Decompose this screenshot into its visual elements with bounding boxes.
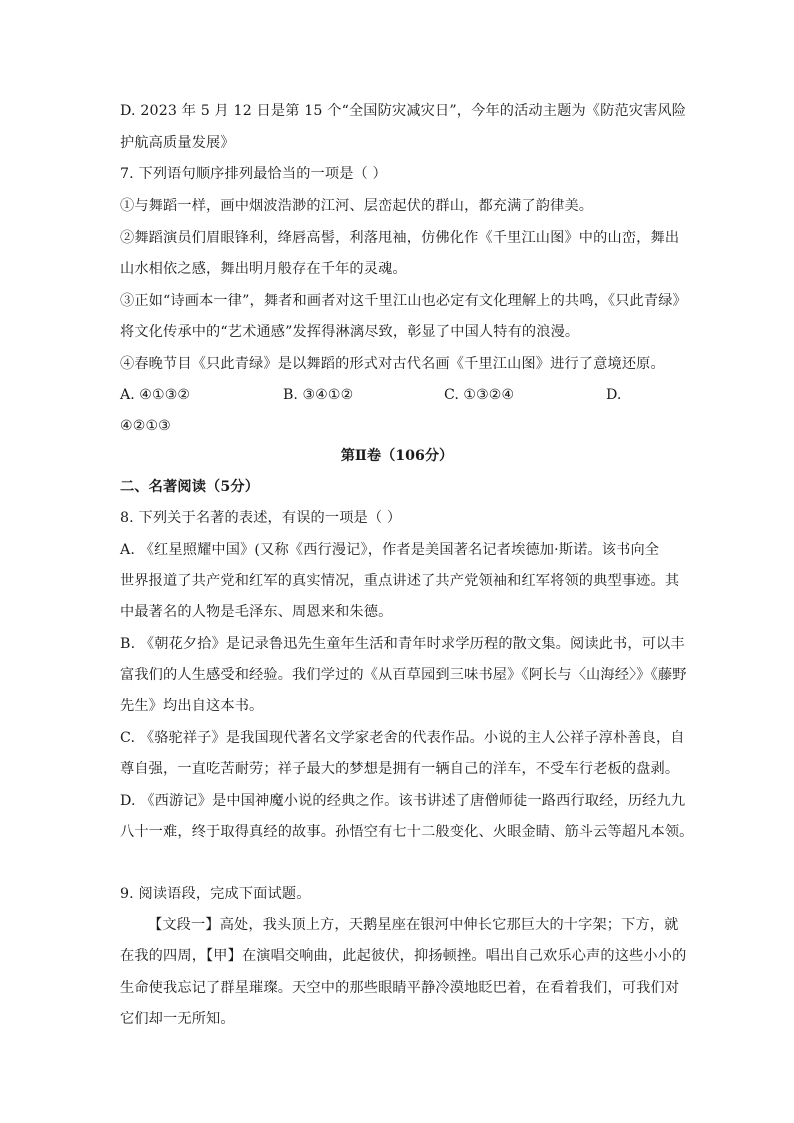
- q8-option-d-line2: 八十一难，终于取得真经的故事。孙悟空有七十二般变化、火眼金睛、筋斗云等超凡本领。: [120, 824, 694, 840]
- q8-option-a-line3: 中最著名的人物是毛泽东、周恩来和朱德。: [120, 604, 393, 620]
- q7-option-d-value: ④②①③: [120, 418, 171, 434]
- q7-sentence-2-line2: 山水相依之感，舞出明月般存在千年的灵魂。: [120, 261, 407, 277]
- q8-option-c-line2: 尊自强，一直吃苦耐劳；祥子最大的梦想是拥有一辆自己的洋车，不受车行老板的盘剥。: [120, 761, 680, 777]
- q6-option-d-line2: 护航高质量发展》: [120, 135, 235, 151]
- section-title: 第Ⅱ卷（106分）: [340, 448, 454, 464]
- q8-stem: 8. 下列关于名著的表述，有误的一项是（ ）: [120, 510, 402, 526]
- q9-passage-line3: 生命使我忘记了群星璀璨。天空中的那些眼睛平静冷漠地眨巴着，在看着我们，可我们对: [120, 980, 680, 996]
- q6-option-d-line1: D. 2023 年 5 月 12 日是第 15 个“全国防灾减灾日”，今年的活动主题为《防范灾害风险: [120, 103, 687, 119]
- q7-option-c: C. ①③②④: [444, 387, 515, 403]
- q8-option-c-line1: C. 《骆驼祥子》是我国现代著名文学家老舍的代表作品。小说的主人公祥子淳朴善良，自: [120, 730, 685, 746]
- q8-option-a-line1: A. 《红星照耀中国》(又称《西行漫记》，作者是美国著名记者埃德加·斯诺。该书向全: [120, 542, 660, 558]
- q9-stem: 9. 阅读语段，完成下面试题。: [120, 886, 311, 902]
- q9-passage-line2: 在我的四周，【甲】在演唱交响曲，此起彼伏，抑扬顿挫。唱出自己欢乐心声的这些小小的: [120, 948, 687, 964]
- part2-title: 二、名著阅读（5分）: [120, 479, 260, 495]
- q7-sentence-3-line1: ③正如“诗画本一律”，舞者和画者对这千里江山也必定有文化理解上的共鸣，《只此青绿》: [120, 293, 687, 309]
- q7-option-a: A. ④①③②: [120, 387, 191, 403]
- q7-sentence-1: ①与舞蹈一样，画中烟波浩渺的江河、层峦起伏的群山，都充满了韵律美。: [120, 198, 594, 214]
- q9-passage-line1: 【文段一】高处，我头顶上方，天鹅星座在银河中伸长它那巨大的十字架；下方，就: [148, 917, 679, 933]
- q8-option-a-line2: 世界报道了共产党和红军的真实情况，重点讲述了共产党领袖和红军将领的典型事迹。其: [120, 573, 680, 589]
- q7-sentence-3-line2: 将文化传承中的“艺术通感”发挥得淋漓尽致，彰显了中国人特有的浪漫。: [120, 324, 580, 340]
- q8-option-b-line2: 富我们的人生感受和经验。我们学过的《从百草园到三味书屋》《阿长与〈山海经〉》《藤野: [120, 667, 687, 683]
- q7-option-d-label: D.: [606, 387, 622, 403]
- q7-stem: 7. 下列语句顺序排列最恰当的一项是（ ）: [120, 166, 387, 182]
- q7-option-b: B. ③④①②: [283, 387, 354, 403]
- q8-option-d-line1: D. 《西游记》是中国神魔小说的经典之作。该书讲述了唐僧师徒一路西行取经，历经九九: [120, 793, 686, 809]
- q8-option-b-line3: 先生》均出自这本书。: [120, 698, 264, 714]
- q7-sentence-2-line1: ②舞蹈演员们眉眼锋利，绛唇高髻，利落甩袖，仿佛化作《千里江山图》中的山峦，舞出: [120, 230, 680, 246]
- q9-passage-line4: 它们却一无所知。: [120, 1011, 235, 1027]
- q8-option-b-line1: B. 《朝花夕拾》是记录鲁迅先生童年生活和青年时求学历程的散文集。阅读此书，可以丰: [120, 636, 685, 652]
- q7-sentence-4: ④春晚节目《只此青绿》是以舞蹈的形式对古代名画《千里江山图》进行了意境还原。: [120, 356, 665, 372]
